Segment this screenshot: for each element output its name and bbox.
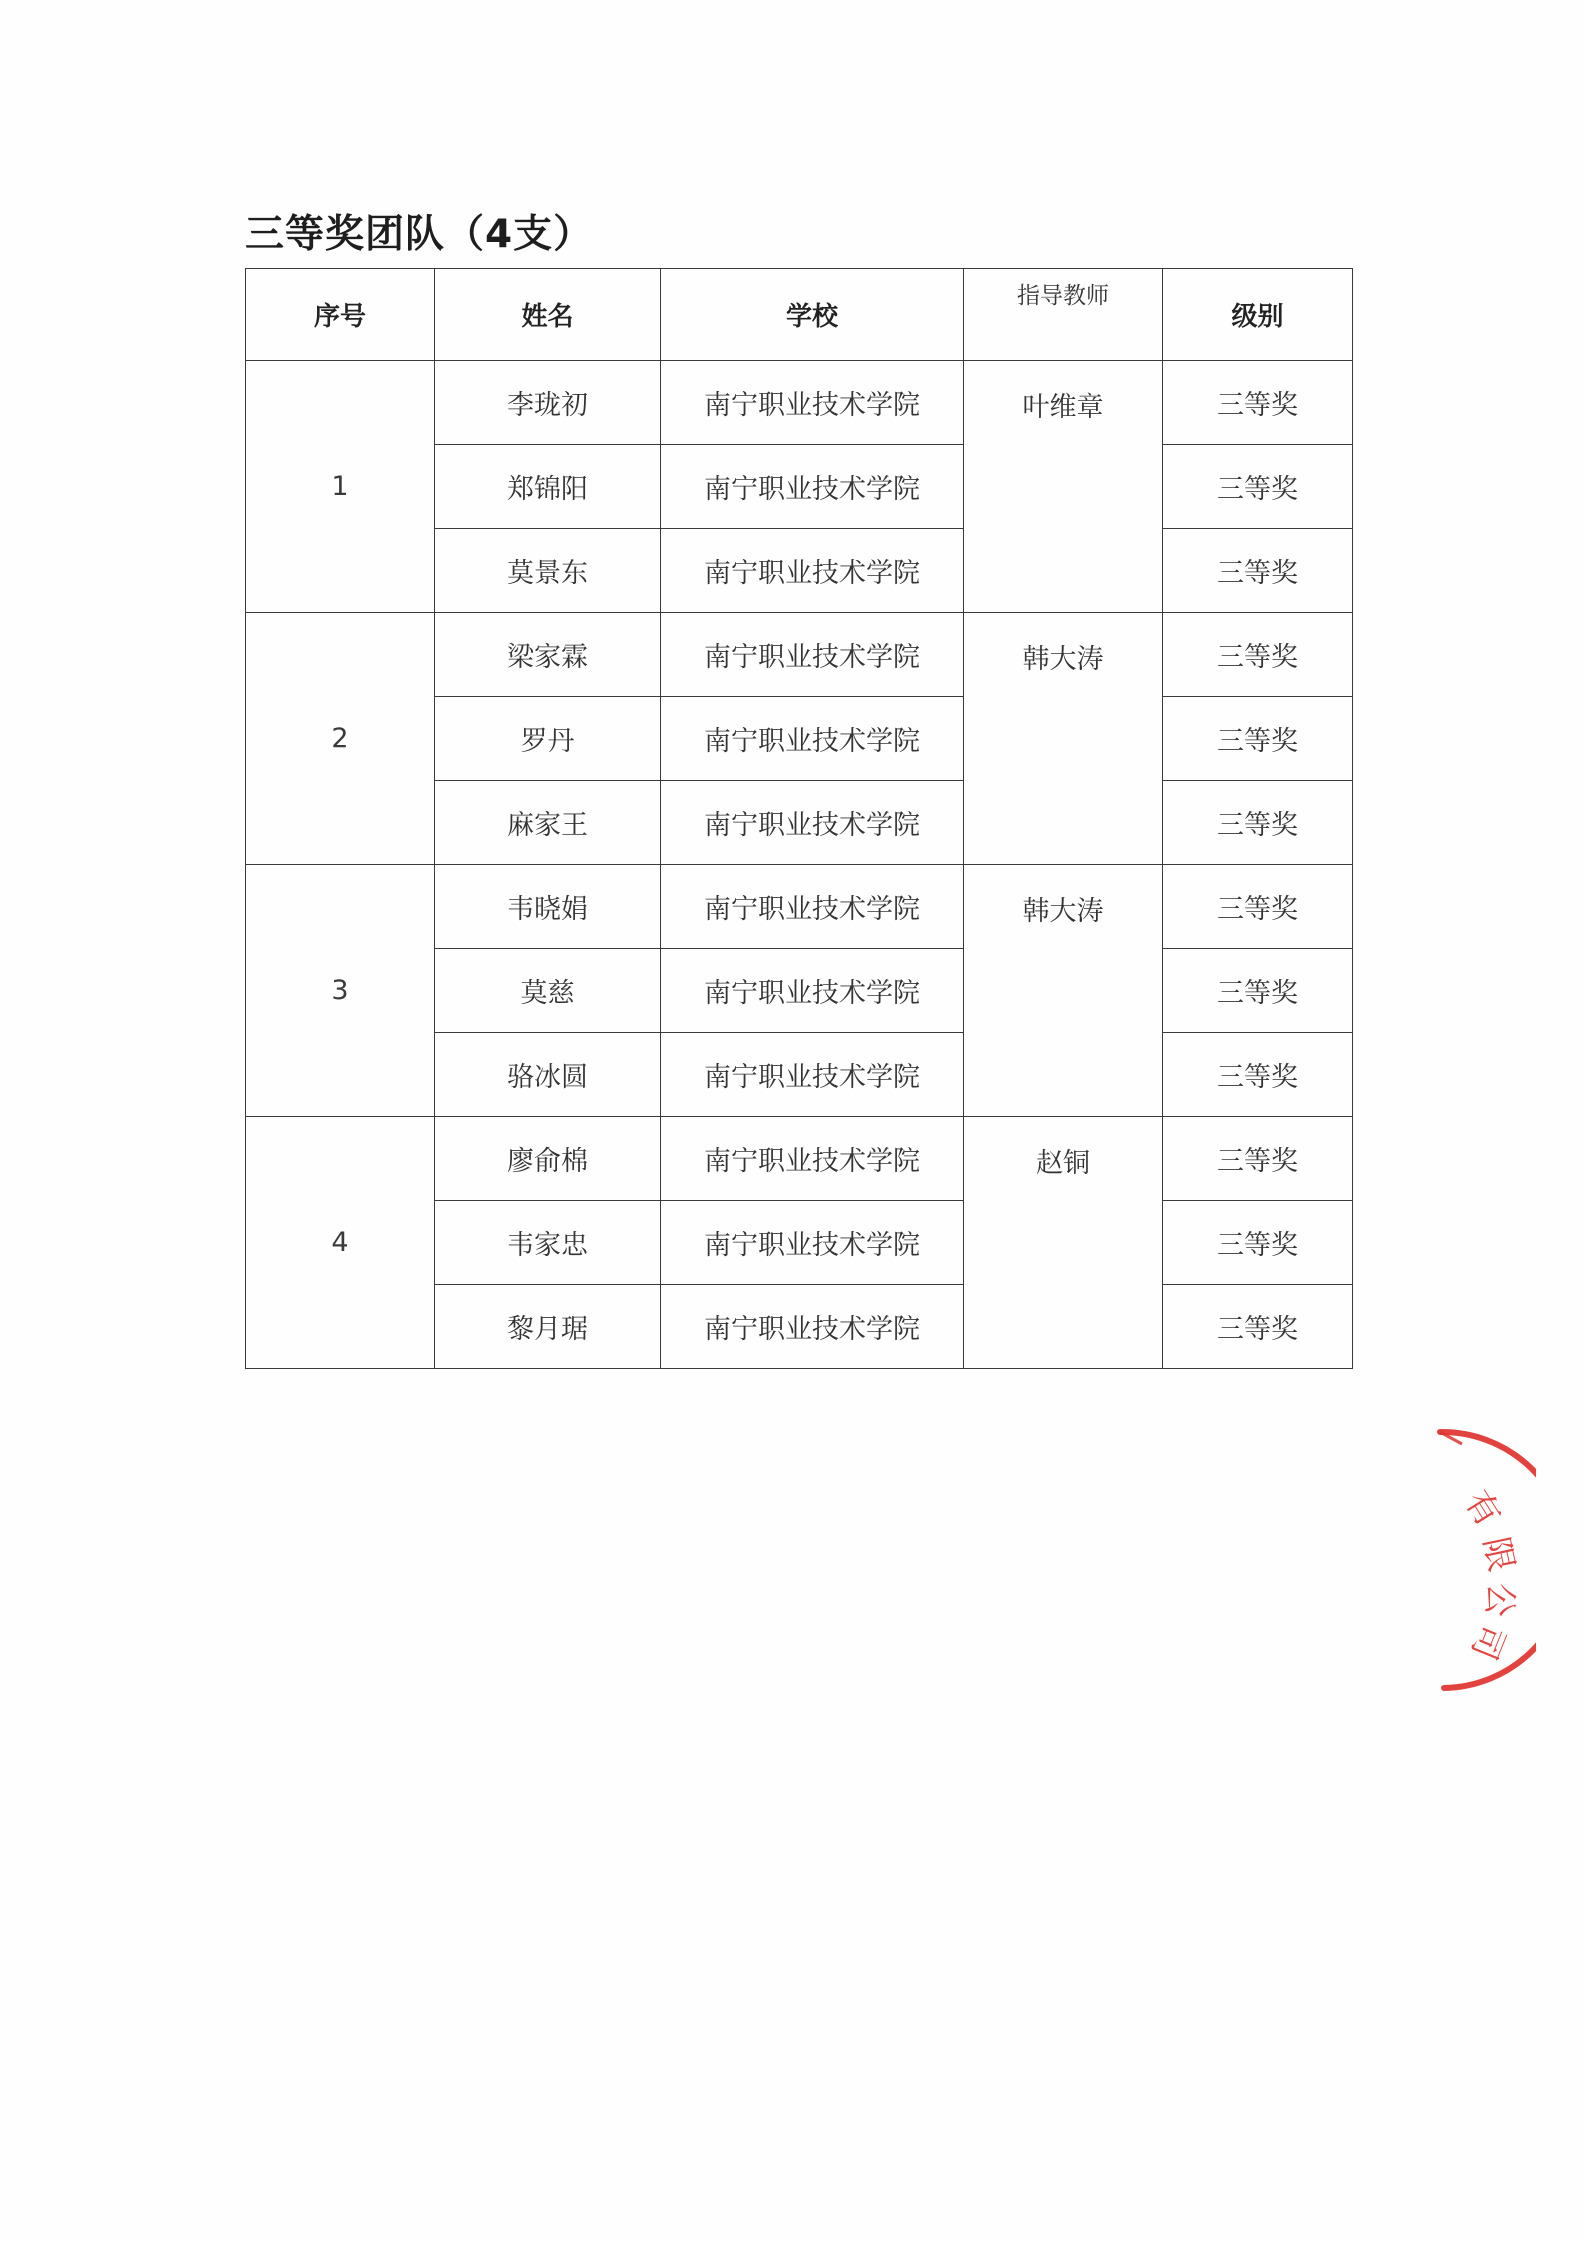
member-school: 南宁职业技术学院	[661, 529, 964, 613]
member-level: 三等奖	[1163, 949, 1353, 1033]
member-level: 三等奖	[1163, 361, 1353, 445]
table-row	[246, 361, 1353, 445]
member-school: 南宁职业技术学院	[661, 445, 964, 529]
member-name: 麻家王	[435, 781, 661, 865]
team-seq: 2	[246, 613, 435, 865]
header-level: 级别	[1163, 269, 1353, 361]
member-school: 南宁职业技术学院	[661, 1201, 964, 1285]
member-level: 三等奖	[1163, 1117, 1353, 1201]
member-name: 骆冰圆	[435, 1033, 661, 1117]
header-name: 姓名	[435, 269, 661, 361]
member-level: 三等奖	[1163, 445, 1353, 529]
header-seq: 序号	[246, 269, 435, 361]
seal-char: 司	[1462, 1618, 1513, 1666]
member-level: 三等奖	[1163, 613, 1353, 697]
member-level: 三等奖	[1163, 1201, 1353, 1285]
team-seq: 4	[246, 1117, 435, 1369]
member-name: 莫慈	[435, 949, 661, 1033]
seal-char: 限	[1475, 1533, 1522, 1576]
member-school: 南宁职业技术学院	[661, 361, 964, 445]
member-name: 郑锦阳	[435, 445, 661, 529]
member-name: 韦晓娟	[435, 865, 661, 949]
member-name: 李珑初	[435, 361, 661, 445]
member-name: 莫景东	[435, 529, 661, 613]
company-seal	[1366, 1400, 1536, 1700]
team-advisor: 叶维章	[964, 361, 1163, 613]
table-row	[246, 865, 1353, 949]
member-level: 三等奖	[1163, 697, 1353, 781]
team-seq: 1	[246, 361, 435, 613]
team-advisor: 赵铜	[964, 1117, 1163, 1369]
seal-char: 公	[1478, 1581, 1521, 1619]
member-name: 黎月琚	[435, 1285, 661, 1369]
member-level: 三等奖	[1163, 1285, 1353, 1369]
member-level: 三等奖	[1163, 1033, 1353, 1117]
member-name: 韦家忠	[435, 1201, 661, 1285]
member-school: 南宁职业技术学院	[661, 1117, 964, 1201]
team-advisor: 韩大涛	[964, 613, 1163, 865]
team-seq: 3	[246, 865, 435, 1117]
member-school: 南宁职业技术学院	[661, 697, 964, 781]
member-school: 南宁职业技术学院	[661, 1033, 964, 1117]
member-school: 南宁职业技术学院	[661, 1285, 964, 1369]
third-prize-table	[245, 268, 1353, 1369]
member-name: 罗丹	[435, 697, 661, 781]
member-name: 梁家霖	[435, 613, 661, 697]
table-row	[246, 1117, 1353, 1201]
member-level: 三等奖	[1163, 865, 1353, 949]
page-title: 三等奖团队（4支）	[245, 212, 594, 257]
team-advisor: 韩大涛	[964, 865, 1163, 1117]
member-school: 南宁职业技术学院	[661, 613, 964, 697]
header-school: 学校	[661, 269, 964, 361]
header-advisor: 指导教师	[964, 269, 1163, 361]
table-header-row	[246, 269, 1353, 361]
member-school: 南宁职业技术学院	[661, 865, 964, 949]
table-row	[246, 613, 1353, 697]
member-school: 南宁职业技术学院	[661, 781, 964, 865]
seal-char: 有	[1456, 1483, 1509, 1534]
member-name: 廖俞棉	[435, 1117, 661, 1201]
member-level: 三等奖	[1163, 529, 1353, 613]
member-level: 三等奖	[1163, 781, 1353, 865]
member-school: 南宁职业技术学院	[661, 949, 964, 1033]
